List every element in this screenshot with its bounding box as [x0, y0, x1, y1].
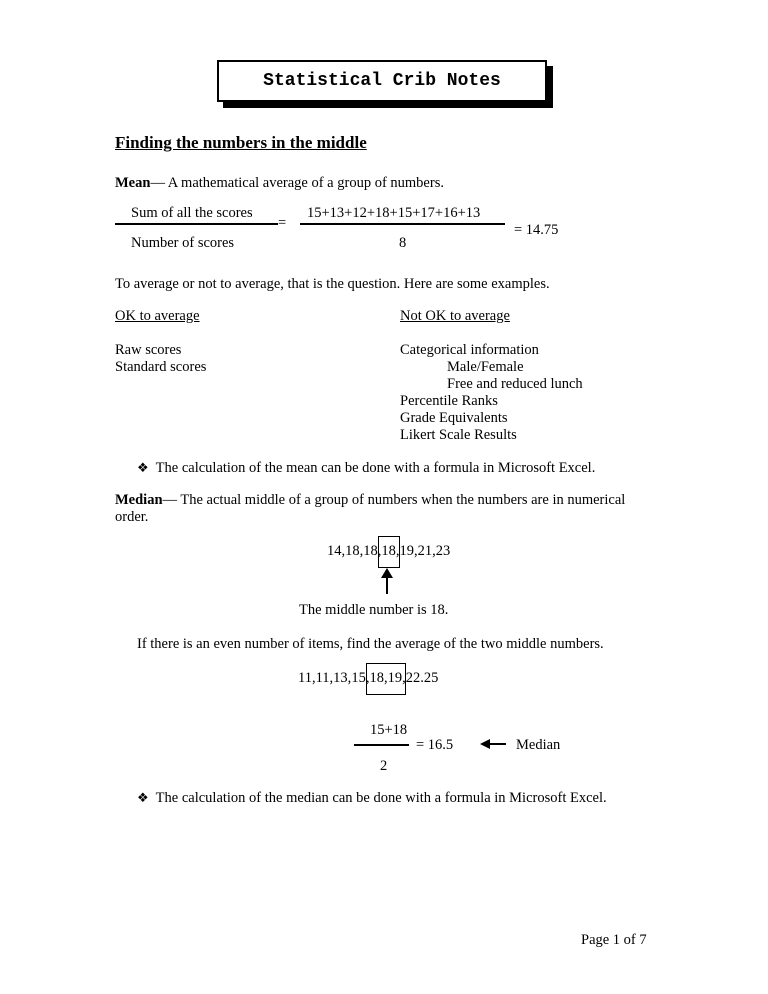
formula-result: = 14.75	[514, 222, 559, 238]
mean-term: Mean	[115, 175, 151, 191]
mean-excel-note	[137, 460, 595, 477]
sequence-after: ,19,22.25	[383, 670, 439, 686]
not-ok-subitem: Male/Female	[447, 359, 524, 375]
middle-highlight-box	[378, 536, 400, 568]
calc-denominator: 2	[380, 758, 388, 774]
page-number: Page 1 of 7	[581, 932, 647, 948]
not-ok-item: Likert Scale Results	[400, 427, 517, 443]
median-definition-line2: order.	[115, 509, 149, 525]
calc-result: = 16.5	[416, 737, 454, 753]
sequence-middle: 18	[381, 543, 396, 559]
not-ok-subitem: Free and reduced lunch	[447, 376, 583, 392]
median-caption: The middle number is 18.	[299, 602, 449, 618]
page-title: Statistical Crib Notes	[217, 60, 547, 102]
median-term: Median	[115, 492, 163, 508]
formula-numerator-left: Sum of all the scores	[131, 205, 253, 221]
ok-item: Standard scores	[115, 359, 207, 375]
ok-item: Raw scores	[115, 342, 182, 358]
ok-heading: OK to average	[115, 308, 200, 324]
sequence-after: ,19,21,23	[395, 543, 451, 559]
fraction-bar-left	[115, 223, 278, 225]
median-excel-note	[137, 790, 607, 807]
not-ok-item: Grade Equivalents	[400, 410, 508, 426]
formula-denominator-right: 8	[399, 235, 407, 251]
not-ok-item: Percentile Ranks	[400, 393, 498, 409]
sequence-middle: 15,18	[351, 670, 384, 686]
formula-numerator-right: 15+13+12+18+15+17+16+13	[307, 205, 481, 221]
mean-excel-note-text: The calculation of the mean can be done with a formula in Microsoft Excel.	[155, 460, 596, 476]
not-ok-item: Categorical information	[400, 342, 539, 358]
calc-fraction-bar	[354, 744, 409, 746]
diamond-bullet-icon: ❖	[137, 461, 149, 476]
diamond-bullet-icon: ❖	[137, 791, 149, 806]
mean-definition	[115, 175, 444, 192]
not-ok-heading: Not OK to average	[400, 308, 510, 324]
median-definition-text: — The actual middle of a group of numbers when the numbers are in numerical	[162, 492, 626, 508]
calc-numerator: 15+18	[370, 722, 408, 738]
median-excel-note-text: The calculation of the median can be done with a formula in Microsoft Excel.	[155, 790, 607, 806]
sequence-before: 11,11,13,	[298, 670, 352, 686]
formula-denominator-left: Number of scores	[131, 235, 235, 251]
section-heading: Finding the numbers in the middle	[115, 133, 367, 152]
even-note: If there is an even number of items, find the average of the two middle numbers.	[137, 636, 604, 652]
sequence-before: 14,18,18,	[327, 543, 382, 559]
median-label: Median	[516, 737, 561, 753]
average-intro: To average or not to average, that is the question. Here are some examples.	[115, 276, 550, 292]
mean-definition-text: — A mathematical average of a group of numbers.	[150, 175, 444, 191]
median-definition	[115, 492, 625, 509]
fraction-bar-right	[300, 223, 505, 225]
formula-equals: =	[278, 215, 287, 231]
middle-highlight-box	[366, 663, 406, 695]
